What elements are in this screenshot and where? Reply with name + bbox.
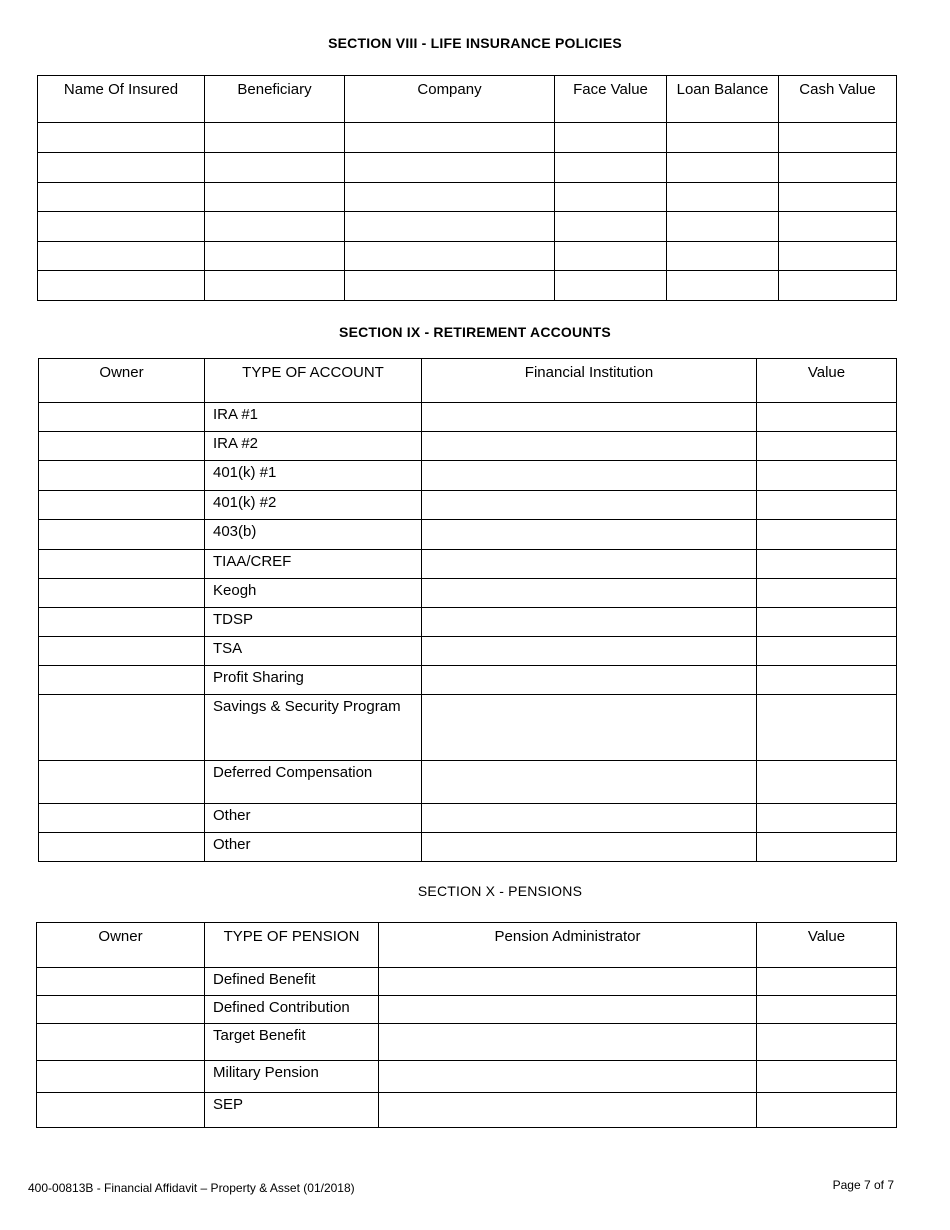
- cell[interactable]: [39, 491, 205, 520]
- table-row: [39, 579, 897, 608]
- page-number: Page 7 of 7: [832, 1178, 894, 1192]
- cell[interactable]: [39, 461, 205, 491]
- cell[interactable]: [39, 432, 205, 461]
- table-row: [39, 761, 897, 804]
- header-owner: Owner: [37, 923, 205, 968]
- cell[interactable]: [205, 183, 345, 212]
- form-identifier: 400-00813B - Financial Affidavit – Property & Asset (01/2018): [28, 1181, 355, 1195]
- table-row: [39, 550, 897, 579]
- cell[interactable]: [555, 153, 667, 183]
- cell[interactable]: [422, 804, 757, 833]
- account-type-label: IRA #1: [205, 403, 422, 432]
- section-ix-title: SECTION IX - RETIREMENT ACCOUNTS: [339, 324, 611, 340]
- account-type-label: 401(k) #2: [205, 491, 422, 520]
- cell[interactable]: [38, 123, 205, 153]
- cell[interactable]: [757, 804, 897, 833]
- table-row: [38, 271, 897, 301]
- cell[interactable]: [39, 550, 205, 579]
- cell[interactable]: [779, 242, 897, 271]
- cell[interactable]: [37, 968, 205, 996]
- cell[interactable]: [422, 403, 757, 432]
- cell[interactable]: [205, 212, 345, 242]
- table-row: [39, 833, 897, 862]
- cell[interactable]: [38, 183, 205, 212]
- cell[interactable]: [379, 1061, 757, 1093]
- header-pension-administrator: Pension Administrator: [379, 923, 757, 968]
- cell[interactable]: [667, 153, 779, 183]
- cell[interactable]: [757, 1061, 897, 1093]
- account-type-label: Other: [205, 804, 422, 833]
- cell[interactable]: [422, 550, 757, 579]
- account-type-label: Keogh: [205, 579, 422, 608]
- cell[interactable]: [345, 183, 555, 212]
- cell[interactable]: [757, 1024, 897, 1061]
- cell[interactable]: [757, 491, 897, 520]
- cell[interactable]: [757, 666, 897, 695]
- table-row: [37, 968, 897, 996]
- header-type-of-pension: TYPE OF PENSION: [205, 923, 379, 968]
- table-row: [38, 123, 897, 153]
- table-row: [37, 996, 897, 1024]
- table-row: [39, 804, 897, 833]
- cell[interactable]: [667, 123, 779, 153]
- cell[interactable]: [345, 153, 555, 183]
- pension-type-label: Military Pension: [205, 1061, 379, 1093]
- cell[interactable]: [667, 212, 779, 242]
- cell[interactable]: [39, 833, 205, 862]
- cell[interactable]: [38, 242, 205, 271]
- cell[interactable]: [39, 761, 205, 804]
- cell[interactable]: [379, 1024, 757, 1061]
- cell[interactable]: [379, 968, 757, 996]
- account-type-label: Savings & Security Program: [205, 695, 422, 761]
- header-owner: Owner: [39, 359, 205, 403]
- cell[interactable]: [555, 271, 667, 301]
- header-beneficiary: Beneficiary: [205, 76, 345, 123]
- cell[interactable]: [757, 1093, 897, 1128]
- table-row: [38, 153, 897, 183]
- pension-type-label: SEP: [205, 1093, 379, 1128]
- cell[interactable]: [37, 1024, 205, 1061]
- table-row: [39, 403, 897, 432]
- cell[interactable]: [757, 579, 897, 608]
- pension-type-label: Defined Benefit: [205, 968, 379, 996]
- cell[interactable]: [379, 996, 757, 1024]
- cell[interactable]: [555, 212, 667, 242]
- header-value: Value: [757, 359, 897, 403]
- cell[interactable]: [667, 271, 779, 301]
- account-type-label: 403(b): [205, 520, 422, 550]
- cell[interactable]: [555, 123, 667, 153]
- cell[interactable]: [667, 242, 779, 271]
- cell[interactable]: [37, 996, 205, 1024]
- table-row: [39, 461, 897, 491]
- cell[interactable]: [39, 403, 205, 432]
- table-row: [39, 520, 897, 550]
- table-row: [39, 637, 897, 666]
- table-row: [37, 1024, 897, 1061]
- cell[interactable]: [757, 996, 897, 1024]
- cell[interactable]: [205, 153, 345, 183]
- account-type-label: TSA: [205, 637, 422, 666]
- table-row: [38, 212, 897, 242]
- cell[interactable]: [779, 123, 897, 153]
- cell[interactable]: [39, 804, 205, 833]
- account-type-label: Profit Sharing: [205, 666, 422, 695]
- cell[interactable]: [38, 212, 205, 242]
- table-row: [39, 695, 897, 761]
- header-value: Value: [757, 923, 897, 968]
- cell[interactable]: [39, 666, 205, 695]
- table-row: [39, 491, 897, 520]
- cell[interactable]: [39, 608, 205, 637]
- section-x-title: SECTION X - PENSIONS: [417, 883, 583, 899]
- cell[interactable]: [779, 183, 897, 212]
- cell[interactable]: [757, 550, 897, 579]
- table-row: [37, 1061, 897, 1093]
- header-name-of-insured: Name Of Insured: [38, 76, 205, 123]
- cell[interactable]: [422, 579, 757, 608]
- cell[interactable]: [779, 153, 897, 183]
- cell[interactable]: [422, 520, 757, 550]
- pension-type-label: Target Benefit: [205, 1024, 379, 1061]
- cell[interactable]: [345, 242, 555, 271]
- cell[interactable]: [39, 579, 205, 608]
- cell[interactable]: [345, 123, 555, 153]
- cell[interactable]: [422, 761, 757, 804]
- cell[interactable]: [422, 491, 757, 520]
- header-cash-value: Cash Value: [779, 76, 897, 123]
- table-row: [38, 242, 897, 271]
- cell[interactable]: [667, 183, 779, 212]
- header-company: Company: [345, 76, 555, 123]
- cell[interactable]: [422, 833, 757, 862]
- cell[interactable]: [39, 695, 205, 761]
- account-type-label: TDSP: [205, 608, 422, 637]
- header-financial-institution: Financial Institution: [422, 359, 757, 403]
- cell[interactable]: [757, 761, 897, 804]
- header-type-of-account: TYPE OF ACCOUNT: [205, 359, 422, 403]
- cell[interactable]: [757, 461, 897, 491]
- cell[interactable]: [757, 520, 897, 550]
- cell[interactable]: [422, 666, 757, 695]
- cell[interactable]: [779, 271, 897, 301]
- retirement-accounts-table: [38, 358, 897, 862]
- cell[interactable]: [205, 271, 345, 301]
- cell[interactable]: [379, 1093, 757, 1128]
- cell[interactable]: [422, 637, 757, 666]
- cell[interactable]: [757, 695, 897, 761]
- cell[interactable]: [37, 1061, 205, 1093]
- cell[interactable]: [555, 183, 667, 212]
- cell[interactable]: [345, 271, 555, 301]
- account-type-label: Other: [205, 833, 422, 862]
- account-type-label: IRA #2: [205, 432, 422, 461]
- pensions-table: [36, 922, 897, 1128]
- cell[interactable]: [422, 461, 757, 491]
- section-viii-title: SECTION VIII - LIFE INSURANCE POLICIES: [328, 35, 622, 51]
- cell[interactable]: [757, 403, 897, 432]
- header-loan-balance: Loan Balance: [667, 76, 779, 123]
- cell[interactable]: [757, 637, 897, 666]
- table-row: [37, 1093, 897, 1128]
- table-row: [39, 666, 897, 695]
- table-row: [39, 608, 897, 637]
- cell[interactable]: [757, 432, 897, 461]
- cell[interactable]: [39, 520, 205, 550]
- cell[interactable]: [757, 968, 897, 996]
- cell[interactable]: [779, 212, 897, 242]
- account-type-label: TIAA/CREF: [205, 550, 422, 579]
- cell[interactable]: [38, 153, 205, 183]
- cell[interactable]: [422, 695, 757, 761]
- cell[interactable]: [555, 242, 667, 271]
- cell[interactable]: [39, 637, 205, 666]
- cell[interactable]: [422, 432, 757, 461]
- pension-type-label: Defined Contribution: [205, 996, 379, 1024]
- table-row: [39, 432, 897, 461]
- account-type-label: Deferred Compensation: [205, 761, 422, 804]
- cell[interactable]: [757, 833, 897, 862]
- cell[interactable]: [757, 608, 897, 637]
- cell[interactable]: [345, 212, 555, 242]
- header-face-value: Face Value: [555, 76, 667, 123]
- table-row: [38, 183, 897, 212]
- cell[interactable]: [205, 123, 345, 153]
- cell[interactable]: [422, 608, 757, 637]
- life-insurance-table: [37, 75, 897, 301]
- cell[interactable]: [205, 242, 345, 271]
- cell[interactable]: [37, 1093, 205, 1128]
- account-type-label: 401(k) #1: [205, 461, 422, 491]
- cell[interactable]: [38, 271, 205, 301]
